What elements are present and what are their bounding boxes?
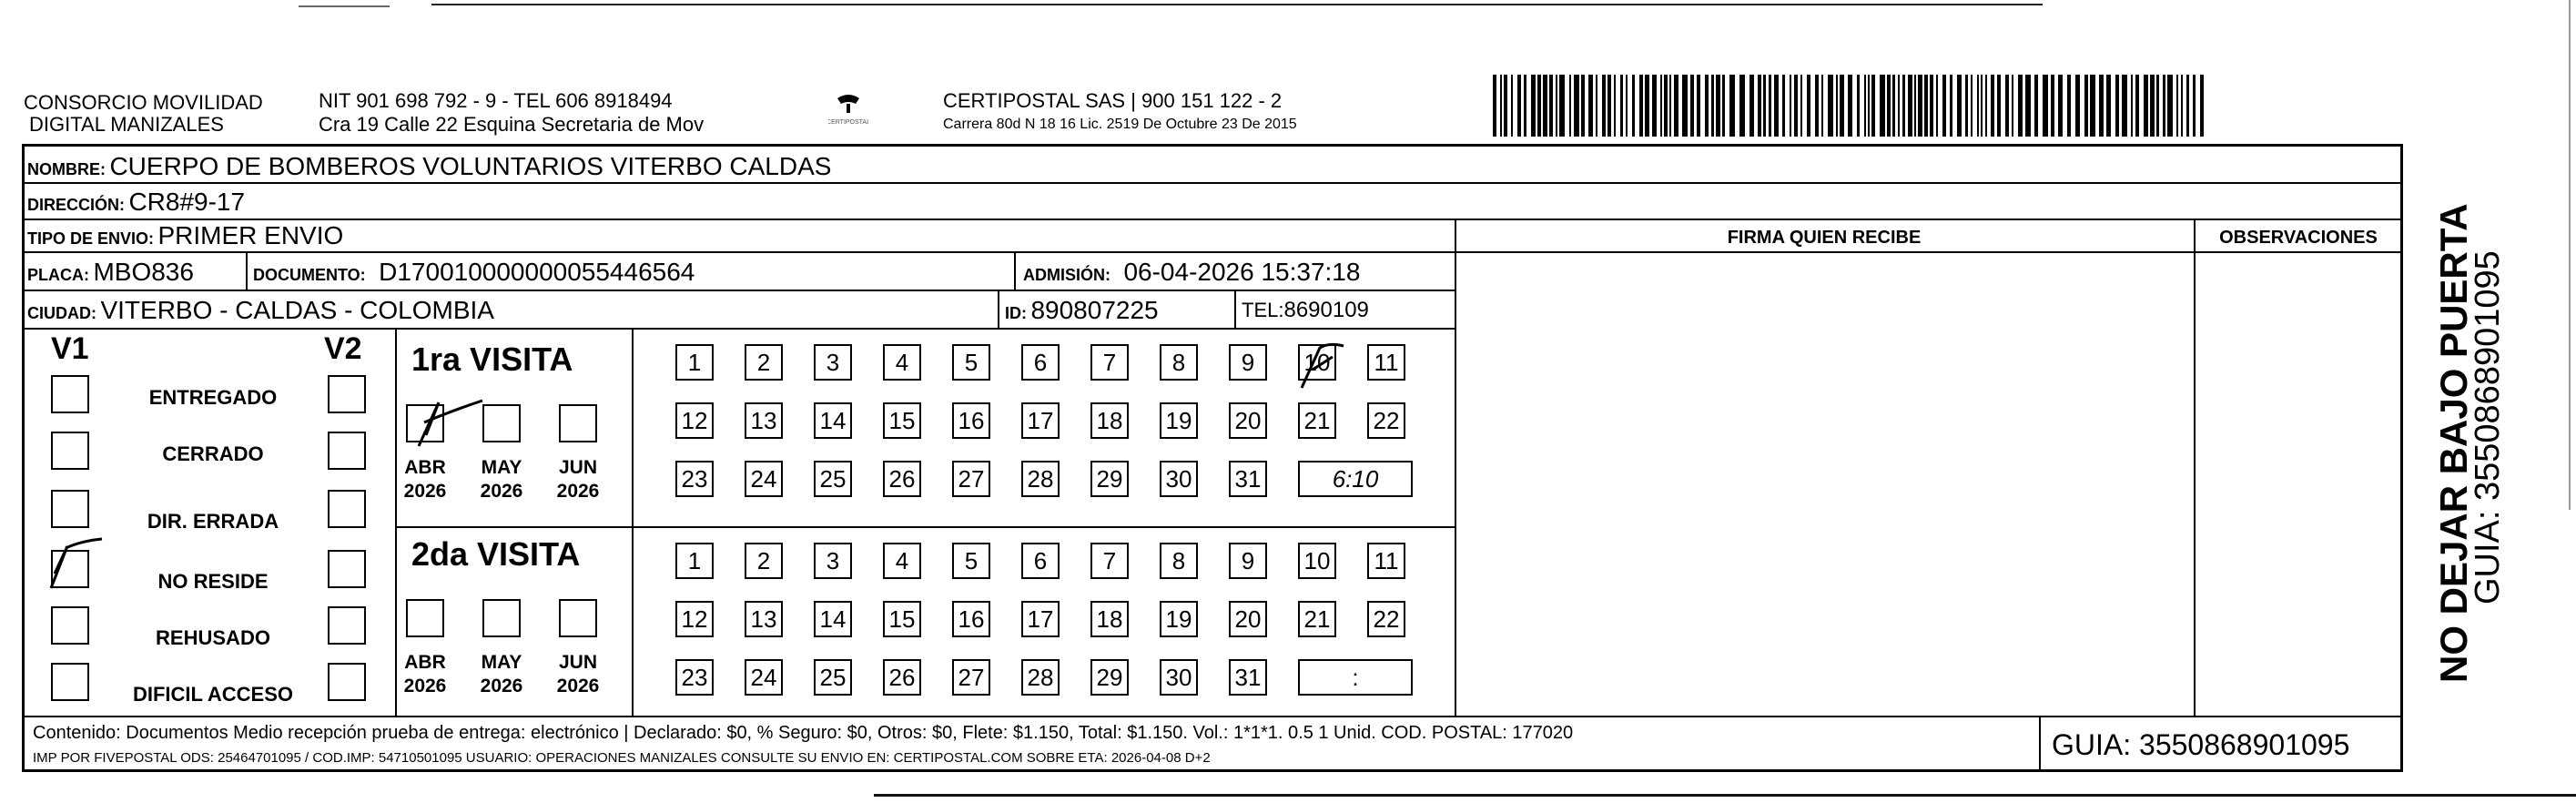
barcode-bar bbox=[1660, 75, 1662, 137]
day-box: 20 bbox=[1229, 601, 1267, 637]
tel-value: 8690109 bbox=[1283, 298, 1369, 322]
month-year: 2026 bbox=[403, 481, 447, 502]
row-divider-2 bbox=[22, 219, 2403, 220]
admision-divider bbox=[1014, 251, 1016, 290]
barcode-bar bbox=[2034, 75, 2038, 137]
barcode-bar bbox=[1581, 75, 1585, 137]
day-box: 3 bbox=[814, 543, 852, 579]
barcode-bar bbox=[1596, 75, 1597, 137]
day-box: 10 bbox=[1298, 543, 1336, 579]
barcode bbox=[1493, 75, 2210, 137]
barcode-bar bbox=[1868, 75, 1870, 137]
documento-value: D170010000000055446564 bbox=[379, 258, 695, 286]
barcode-bar bbox=[1569, 75, 1571, 137]
barcode-bar bbox=[1639, 75, 1643, 137]
barcode-bar bbox=[1517, 75, 1521, 137]
footer-divider bbox=[22, 716, 2403, 717]
barcode-bar bbox=[1898, 75, 1900, 137]
barcode-bar bbox=[1632, 75, 1635, 137]
direccion-label: DIRECCIÓN: bbox=[27, 196, 125, 214]
barcode-bar bbox=[2067, 75, 2071, 137]
day-box: 30 bbox=[1160, 461, 1198, 497]
admision-value: 06-04-2026 15:37:18 bbox=[1123, 258, 1361, 286]
barcode-bar bbox=[1556, 75, 1557, 137]
day-box: 25 bbox=[814, 659, 852, 696]
day-box: 18 bbox=[1090, 402, 1129, 439]
day-box: 11 bbox=[1367, 543, 1405, 579]
barcode-bar bbox=[1997, 75, 2001, 137]
day-box: 27 bbox=[952, 659, 990, 696]
barcode-bar bbox=[1549, 75, 1553, 137]
day-box: 22 bbox=[1367, 601, 1405, 637]
footer-imp-line: IMP POR FIVEPOSTAL ODS: 25464701095 / COD.IMP: 54710501095 USUARIO: OPERACIONES MANIZALES CONSULTE SU ENVIO EN: CERTIPOSTAL.COM SOBRE ETA: 2026-04-08 D+2 bbox=[33, 750, 1211, 766]
barcode-bar bbox=[1758, 75, 1761, 137]
day-box: 6 bbox=[1021, 543, 1060, 579]
day-box: 17 bbox=[1021, 402, 1060, 439]
month-label: MAY bbox=[481, 652, 522, 673]
barcode-bar bbox=[1716, 75, 1720, 137]
placa-divider bbox=[246, 251, 248, 290]
barcode-bar bbox=[1749, 75, 1754, 137]
placa-cell bbox=[27, 259, 194, 290]
barcode-bar bbox=[2018, 75, 2023, 137]
barcode-bar bbox=[1790, 75, 1791, 137]
tel-cell bbox=[1242, 297, 1369, 327]
day-box: 1 bbox=[675, 543, 714, 579]
id-value: 890807225 bbox=[1030, 296, 1159, 324]
month-checkbox[interactable] bbox=[559, 404, 597, 442]
day-box: 7 bbox=[1090, 543, 1129, 579]
barcode-bar bbox=[1936, 75, 1938, 137]
barcode-bar bbox=[1711, 75, 1714, 137]
barcode-bar bbox=[1871, 75, 1875, 137]
barcode-bar bbox=[1511, 75, 1513, 137]
consortium-name-1: CONSORCIO MOVILIDAD bbox=[24, 91, 263, 114]
visit2-title: 2da VISITA bbox=[411, 535, 581, 573]
barcode-bar bbox=[1669, 75, 1671, 137]
documento-cell bbox=[253, 259, 695, 290]
barcode-bar bbox=[1682, 75, 1688, 137]
v2-checkbox[interactable] bbox=[328, 432, 366, 470]
day-box: 16 bbox=[952, 601, 990, 637]
day-box: 27 bbox=[952, 461, 990, 497]
day-box: 31 bbox=[1229, 659, 1267, 696]
id-divider bbox=[998, 290, 999, 328]
direccion-value: CR8#9-17 bbox=[128, 188, 246, 216]
month-label: ABR bbox=[404, 652, 446, 673]
address-line: Cra 19 Calle 22 Esquina Secretaria de Mov bbox=[319, 113, 705, 136]
day-box: 21 bbox=[1298, 402, 1336, 439]
svg-text:CERTIPOSTAL: CERTIPOSTAL bbox=[828, 119, 868, 126]
day-box: 2 bbox=[745, 344, 783, 381]
barcode-bar bbox=[1828, 75, 1833, 137]
barcode-bar bbox=[2200, 75, 2204, 137]
tel-label: TEL: bbox=[1242, 299, 1284, 321]
barcode-bar bbox=[1840, 75, 1844, 137]
tel-divider bbox=[1234, 290, 1236, 328]
barcode-bar bbox=[2099, 75, 2104, 137]
day-box: 20 bbox=[1229, 402, 1267, 439]
day-box: 12 bbox=[675, 402, 714, 439]
barcode-bar bbox=[1588, 75, 1593, 137]
v2-checkbox[interactable] bbox=[328, 490, 366, 528]
barcode-bar bbox=[1794, 75, 1798, 137]
status-label: CERRADO bbox=[162, 442, 264, 465]
barcode-bar bbox=[1892, 75, 1895, 137]
ciudad-value: VITERBO - CALDAS - COLOMBIA bbox=[100, 296, 494, 324]
month-label: JUN bbox=[558, 457, 597, 478]
barcode-bar bbox=[2131, 75, 2133, 137]
barcode-bar bbox=[1821, 75, 1823, 137]
month-checkbox[interactable] bbox=[482, 599, 521, 637]
barcode-bar bbox=[2193, 75, 2196, 137]
barcode-bar bbox=[2051, 75, 2054, 137]
guia-divider bbox=[2039, 716, 2041, 772]
row-divider-3 bbox=[22, 251, 2403, 253]
barcode-bar bbox=[1965, 75, 1968, 137]
day-box: 8 bbox=[1160, 344, 1198, 381]
barcode-bar bbox=[1674, 75, 1678, 137]
direccion-row bbox=[27, 188, 245, 220]
month-checkbox[interactable] bbox=[482, 404, 521, 442]
barcode-bar bbox=[2075, 75, 2080, 137]
footer-contenido: Contenido: Documentos Medio recepción prueba de entrega: electrónico | Declarado: $0, % Seguro: $0, Otros: $0, Flete: $1.150, Total: $1.150. Vol.: 1*1*1. 0.5 1 Unid. COD. POSTAL: 177020 bbox=[33, 723, 1574, 743]
barcode-bar bbox=[2167, 75, 2173, 137]
time-box: : bbox=[1298, 659, 1413, 696]
barcode-bar bbox=[1690, 75, 1694, 137]
barcode-bar bbox=[1537, 75, 1541, 137]
barcode-bar bbox=[1807, 75, 1810, 137]
barcode-bar bbox=[1918, 75, 1922, 137]
barcode-bar bbox=[1769, 75, 1771, 137]
barcode-bar bbox=[1942, 75, 1946, 137]
barcode-bar bbox=[1705, 75, 1709, 137]
status-divider bbox=[395, 328, 397, 716]
day-box: 29 bbox=[1090, 461, 1129, 497]
barcode-bar bbox=[1645, 75, 1649, 137]
barcode-bar bbox=[1620, 75, 1623, 137]
barcode-bar bbox=[1664, 75, 1668, 137]
day-box: 26 bbox=[883, 461, 921, 497]
barcode-bar bbox=[2135, 75, 2139, 137]
day-box: 24 bbox=[745, 659, 783, 696]
time-box: 6:10 bbox=[1298, 461, 1413, 497]
day-box: 21 bbox=[1298, 601, 1336, 637]
v2-label: V2 bbox=[324, 331, 362, 366]
license-line: Carrera 80d N 18 16 Lic. 2519 De Octubre 23 De 2015 bbox=[943, 117, 1297, 132]
v1-label: V1 bbox=[51, 331, 89, 366]
day-box: 2 bbox=[745, 543, 783, 579]
placa-value: MBO836 bbox=[93, 258, 194, 286]
tipo-label: TIPO DE ENVIO: bbox=[27, 229, 155, 248]
observations-header: OBSERVACIONES bbox=[2219, 228, 2378, 248]
barcode-bar bbox=[2043, 75, 2048, 137]
barcode-bar bbox=[1574, 75, 1579, 137]
nit-line: NIT 901 698 792 - 9 - TEL 606 8918494 bbox=[319, 89, 673, 112]
barcode-bar bbox=[2058, 75, 2063, 137]
barcode-bar bbox=[2012, 75, 2013, 137]
barcode-bar bbox=[1957, 75, 1962, 137]
day-box: 12 bbox=[675, 601, 714, 637]
month-year: 2026 bbox=[556, 676, 600, 696]
bottom-rule bbox=[874, 794, 2576, 797]
tipo-value: PRIMER ENVIO bbox=[157, 221, 344, 249]
day-box: 16 bbox=[952, 402, 990, 439]
day-box: 30 bbox=[1160, 659, 1198, 696]
day-box: 15 bbox=[883, 601, 921, 637]
barcode-bar bbox=[1559, 75, 1565, 137]
barcode-bar bbox=[2144, 75, 2148, 137]
month-checkbox[interactable] bbox=[559, 599, 597, 637]
barcode-bar bbox=[1836, 75, 1838, 137]
day-box: 17 bbox=[1021, 601, 1060, 637]
barcode-bar bbox=[2163, 75, 2165, 137]
day-box: 6 bbox=[1021, 344, 1060, 381]
barcode-bar bbox=[1729, 75, 1735, 137]
day-box: 28 bbox=[1021, 659, 1060, 696]
barcode-bar bbox=[2176, 75, 2178, 137]
barcode-bar bbox=[1543, 75, 1547, 137]
month-year: 2026 bbox=[556, 481, 600, 502]
v2-checkbox[interactable] bbox=[328, 606, 366, 645]
footer-guia: GUIA: 3550868901095 bbox=[2052, 728, 2350, 761]
top-rule-long bbox=[431, 4, 2043, 5]
barcode-bar bbox=[2156, 75, 2159, 137]
barcode-bar bbox=[2181, 75, 2183, 137]
barcode-bar bbox=[1908, 75, 1912, 137]
month-label: MAY bbox=[481, 457, 522, 478]
v2-checkbox[interactable] bbox=[328, 663, 366, 701]
barcode-bar bbox=[1602, 75, 1606, 137]
barcode-bar bbox=[1493, 75, 1496, 137]
barcode-bar bbox=[2090, 75, 2095, 137]
ciudad-cell bbox=[27, 297, 494, 329]
barcode-bar bbox=[1607, 75, 1611, 137]
barcode-bar bbox=[1930, 75, 1933, 137]
day-box: 14 bbox=[814, 601, 852, 637]
id-label: ID: bbox=[1005, 304, 1027, 322]
tipo-row bbox=[27, 222, 343, 254]
barcode-bar bbox=[2005, 75, 2009, 137]
sig-left-border bbox=[1455, 219, 1456, 716]
barcode-bar bbox=[1800, 75, 1802, 137]
barcode-bar bbox=[1981, 75, 1983, 137]
day-box: 4 bbox=[883, 543, 921, 579]
month-checkbox[interactable] bbox=[406, 404, 444, 442]
barcode-bar bbox=[1914, 75, 1916, 137]
barcode-bar bbox=[1857, 75, 1860, 137]
day-box: 31 bbox=[1229, 461, 1267, 497]
obs-left-border bbox=[2194, 219, 2196, 716]
v1-checkbox[interactable] bbox=[51, 606, 89, 645]
barcode-bar bbox=[1924, 75, 1928, 137]
barcode-bar bbox=[1500, 75, 1502, 137]
day-box: 28 bbox=[1021, 461, 1060, 497]
barcode-bar bbox=[1722, 75, 1725, 137]
day-box: 25 bbox=[814, 461, 852, 497]
side-guia: GUIA: 3550868901095 bbox=[2469, 250, 2507, 605]
v1-checkbox[interactable] bbox=[51, 490, 89, 528]
barcode-bar bbox=[1524, 75, 1526, 137]
month-label: JUN bbox=[558, 652, 597, 673]
barcode-bar bbox=[1950, 75, 1952, 137]
months-divider bbox=[632, 328, 634, 716]
ciudad-label: CIUDAD: bbox=[27, 304, 96, 322]
placa-label: PLACA: bbox=[27, 266, 89, 284]
barcode-bar bbox=[1774, 75, 1779, 137]
barcode-bar bbox=[2150, 75, 2155, 137]
nombre-row bbox=[27, 153, 831, 185]
barcode-bar bbox=[1782, 75, 1785, 137]
barcode-bar bbox=[1739, 75, 1745, 137]
admision-label: ADMISIÓN: bbox=[1023, 266, 1111, 284]
consortium-name-2: DIGITAL MANIZALES bbox=[29, 113, 224, 136]
day-box: 5 bbox=[952, 543, 990, 579]
v1-checkbox[interactable] bbox=[51, 375, 89, 413]
day-box: 10 bbox=[1298, 344, 1336, 381]
barcode-bar bbox=[1504, 75, 1507, 137]
company-line: CERTIPOSTAL SAS | 900 151 122 - 2 bbox=[943, 89, 1283, 112]
day-box: 13 bbox=[745, 402, 783, 439]
side-warning: NO DEJAR BAJO PUERTA bbox=[2432, 203, 2475, 683]
day-box: 29 bbox=[1090, 659, 1129, 696]
barcode-bar bbox=[1652, 75, 1657, 137]
day-box: 9 bbox=[1229, 543, 1267, 579]
certipostal-logo-icon bbox=[828, 91, 868, 127]
right-edge-rule bbox=[2569, 0, 2571, 510]
status-label: REHUSADO bbox=[156, 626, 270, 649]
documento-label: DOCUMENTO: bbox=[253, 266, 366, 284]
barcode-bar bbox=[1985, 75, 1987, 137]
day-box: 8 bbox=[1160, 543, 1198, 579]
day-box: 23 bbox=[675, 461, 714, 497]
barcode-bar bbox=[2122, 75, 2127, 137]
month-year: 2026 bbox=[480, 481, 523, 502]
day-box: 13 bbox=[745, 601, 783, 637]
visit1-title: 1ra VISITA bbox=[411, 341, 573, 378]
barcode-bar bbox=[1848, 75, 1852, 137]
day-box: 15 bbox=[883, 402, 921, 439]
status-label: DIR. ERRADA bbox=[147, 510, 279, 533]
barcode-bar bbox=[1531, 75, 1536, 137]
status-label: NO RESIDE bbox=[157, 570, 269, 593]
barcode-bar bbox=[1815, 75, 1819, 137]
v2-checkbox[interactable] bbox=[328, 375, 366, 413]
barcode-bar bbox=[2106, 75, 2111, 137]
v1-checkbox[interactable] bbox=[51, 663, 89, 701]
barcode-bar bbox=[1887, 75, 1891, 137]
month-checkbox[interactable] bbox=[406, 599, 444, 637]
v1-checkbox[interactable] bbox=[51, 550, 89, 588]
barcode-bar bbox=[1614, 75, 1616, 137]
day-box: 23 bbox=[675, 659, 714, 696]
barcode-bar bbox=[2115, 75, 2119, 137]
barcode-bar bbox=[1626, 75, 1628, 137]
day-box: 3 bbox=[814, 344, 852, 381]
barcode-bar bbox=[1864, 75, 1866, 137]
day-box: 7 bbox=[1090, 344, 1129, 381]
day-box: 5 bbox=[952, 344, 990, 381]
month-year: 2026 bbox=[403, 676, 447, 696]
day-box: 26 bbox=[883, 659, 921, 696]
day-box: 11 bbox=[1367, 344, 1405, 381]
day-box: 1 bbox=[675, 344, 714, 381]
visit-divider bbox=[395, 526, 1455, 528]
barcode-bar bbox=[1971, 75, 1973, 137]
day-box: 19 bbox=[1160, 402, 1198, 439]
day-box: 22 bbox=[1367, 402, 1405, 439]
v1-checkbox[interactable] bbox=[51, 432, 89, 470]
nombre-value: CUERPO DE BOMBEROS VOLUNTARIOS VITERBO CALDAS bbox=[109, 152, 832, 180]
barcode-bar bbox=[2186, 75, 2189, 137]
id-cell bbox=[1005, 297, 1159, 329]
nombre-label: NOMBRE: bbox=[27, 160, 106, 178]
barcode-bar bbox=[1880, 75, 1885, 137]
status-label: DIFICIL ACCESO bbox=[132, 683, 293, 706]
day-box: 18 bbox=[1090, 601, 1129, 637]
month-year: 2026 bbox=[480, 676, 523, 696]
top-rule-short bbox=[299, 5, 390, 7]
barcode-bar bbox=[1763, 75, 1766, 137]
day-box: 4 bbox=[883, 344, 921, 381]
barcode-bar bbox=[2025, 75, 2031, 137]
barcode-bar bbox=[1697, 75, 1700, 137]
day-box: 19 bbox=[1160, 601, 1198, 637]
day-box: 9 bbox=[1229, 344, 1267, 381]
status-label: ENTREGADO bbox=[148, 386, 278, 409]
day-box: 24 bbox=[745, 461, 783, 497]
month-label: ABR bbox=[404, 457, 446, 478]
signature-header: FIRMA QUIEN RECIBE bbox=[1727, 228, 1922, 248]
barcode-bar bbox=[1991, 75, 1994, 137]
barcode-bar bbox=[2084, 75, 2088, 137]
day-box: 14 bbox=[814, 402, 852, 439]
admision-cell bbox=[1023, 259, 1360, 290]
barcode-bar bbox=[1902, 75, 1905, 137]
v2-checkbox[interactable] bbox=[328, 550, 366, 588]
barcode-bar bbox=[1977, 75, 1979, 137]
